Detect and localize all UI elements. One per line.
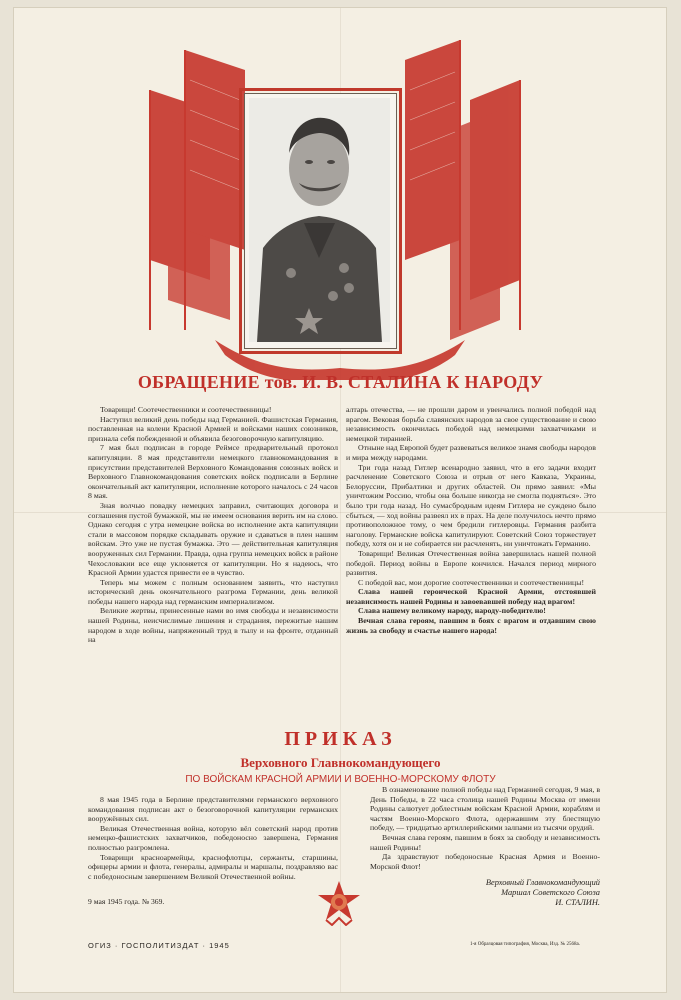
order-title: ПРИКАЗ [284,728,397,750]
paragraph: Наступил великий день победы над Германией. Фашистская Германия, поставленная на колени Красной Армией и войсками наших союзников, признала себя побежденной и объявила безоговорочную капитуляцию. [88,414,338,443]
signature-name: И. СТАЛИН. [555,898,600,907]
paragraph: В ознаменование полной победы над Германией сегодня, 9 мая, в День Победы, в 22 часа столица нашей Родины Москва от имени Родины салютует доблестным войскам Красной Армии, кораблям и частям Военно-Морского Флота, одержавшим эту блестящую победу, — тридцатью артиллерийскими залпами из тысячи орудий. [370,785,600,833]
portrait-image [249,98,390,342]
printing-house: 1-я Образцовая типография, Москва, Изд. № 2568а. [470,942,580,947]
paragraph: Товарищи красноармейцы, краснофлотцы, сержанты, старшины, офицеры армии и флота, генералы, адмиралы и маршалы, поздравляю вас с победоносным завершением Великой Отечественной войны. [88,852,338,881]
paragraph: Теперь мы можем с полным основанием заявить, что наступил исторический день окончательного разгрома Германии, день великой победы нашего народа над германским империализмом. [88,577,338,606]
order-column-left [88,795,338,881]
slogan-paragraph: Слава нашему великому народу, народу-победителю! [358,606,546,616]
address-column-right [346,405,596,635]
order-subtitle: Верховного Главнокомандующего [240,755,441,770]
order-date: 9 мая 1945 года. № 369. [88,897,165,906]
slogan-paragraph: Слава нашей героической Красной Армии, отстоявшей независимость нашей Родины и завоевавшей победу над врагом! [346,587,596,606]
signature-block [430,878,600,908]
paragraph: 8 мая 1945 года в Берлине представителями германского верховного командования подписан акт о безоговорочной капитуляции германских вооружённых сил. [88,795,338,824]
order-column-right [370,785,600,871]
paragraph: Зная волчью повадку немецких заправил, считающих договора и соглашения пустой бумажкой, мы не имеем основания верить им на слово. Однако сегодня с утра немецкие войска во исполнение акта капитуляции стали в массовом порядке складывать оружие и сдаваться в плен нашим войскам. Это уже не пустая бумажка. Это — действительная капитуляция вооруженных сил Германии. Правда, одна группа немецких войск в районе Чехословакии все еще уклоняется от капитуляции. Но я надеюсь, что Красной Армии удастся привести ее в чувство. [88,500,338,578]
signature-line: Верховный Главнокомандующий [485,878,600,887]
paragraph: Отныне над Европой будет развеваться великое знамя свободы народов и мира между народами. [346,443,596,462]
slogan-paragraph: Вечная слава героям, павшим в боях с врагом и отдавшим свою жизнь за свободу и счастье нашего народа! [346,616,596,635]
paragraph: Товарищи! Соотечественники и соотечественницы! [100,405,272,414]
paragraph: Вечная слава героям, павшим в боях за свободу и независимость нашей Родины! [370,832,600,852]
paragraph: Три года назад Гитлер всенародно заявил, что в его задачи входит расчленение Советского Союза и отрыв от него Кавказа, Украины, Белоруссии, Прибалтики и других областей. Он прямо заявил: «Мы уничтожим Россию, чтобы она больше никогда не смогла подняться». Это было три года назад. Но сумасбродным идеям Гитлера не суждено было сбыться, — ход войны развеял их в прах. На деле получилось нечто прямо противоположное тому, о чем бредили гитлеровцы. Германия разбита наголову. Германские войска капитулируют. Советский Союз торжествует победу, хотя он и не собирается ни расчленять, ни уничтожать Германию. [346,462,596,549]
address-title: ОБРАЩЕНИЕ тов. И. В. СТАЛИНА К НАРОДУ [137,372,544,392]
signature-line: Маршал Советского Союза [501,888,600,897]
paragraph: С победой вас, мои дорогие соотечественники и соотечественницы! [358,577,585,587]
paragraph: алтарь отечества, — не прошли даром и увенчались полной победой над врагом. Вековая борьба славянских народов за свое существование и свою независимость окончилась победой над немецкими захватчиками и немецкой тиранией. [346,405,596,443]
publisher-imprint: ОГИЗ · ГОСПОЛИТИЗДАТ · 1945 [88,941,230,950]
paragraph: 7 мая был подписан в городе Реймсе предварительный протокол капитуляции. 8 мая представители немецкого главнокомандования в присутствии представителей Верховного Командования союзных войск и Верховного Главнокомандования советских войск подписали в Берлине окончательный акт капитуляции, исполнение которого началось с 24 часов 8 мая. [88,443,338,501]
address-column-left [88,405,338,645]
paragraph: Великая Отечественная война, которую вёл советский народ против немецко-фашистских захватчиков, победоносно завершена, Германия полностью разгромлена. [88,823,338,852]
paragraph: Товарищи! Великая Отечественная война завершилась нашей полной победой. Период войны в Европе кончился. Начался период мирного развития. [346,548,596,578]
paragraph: Великие жертвы, принесенные нами во имя свободы и независимости нашей Родины, неисчислимые лишения и страдания, пережитые нашим народом в ходе войны, напряженный труд в тылу и на фронте, отданный на [88,606,338,645]
red-star-order-emblem-icon [316,880,362,926]
order-addressee: ПО ВОЙСКАМ КРАСНОЙ АРМИИ И ВОЕННО-МОРСКОМУ ФЛОТУ [185,774,496,785]
paragraph: Да здравствуют победоносные Красная Армия и Военно-Морской Флот! [370,852,600,871]
